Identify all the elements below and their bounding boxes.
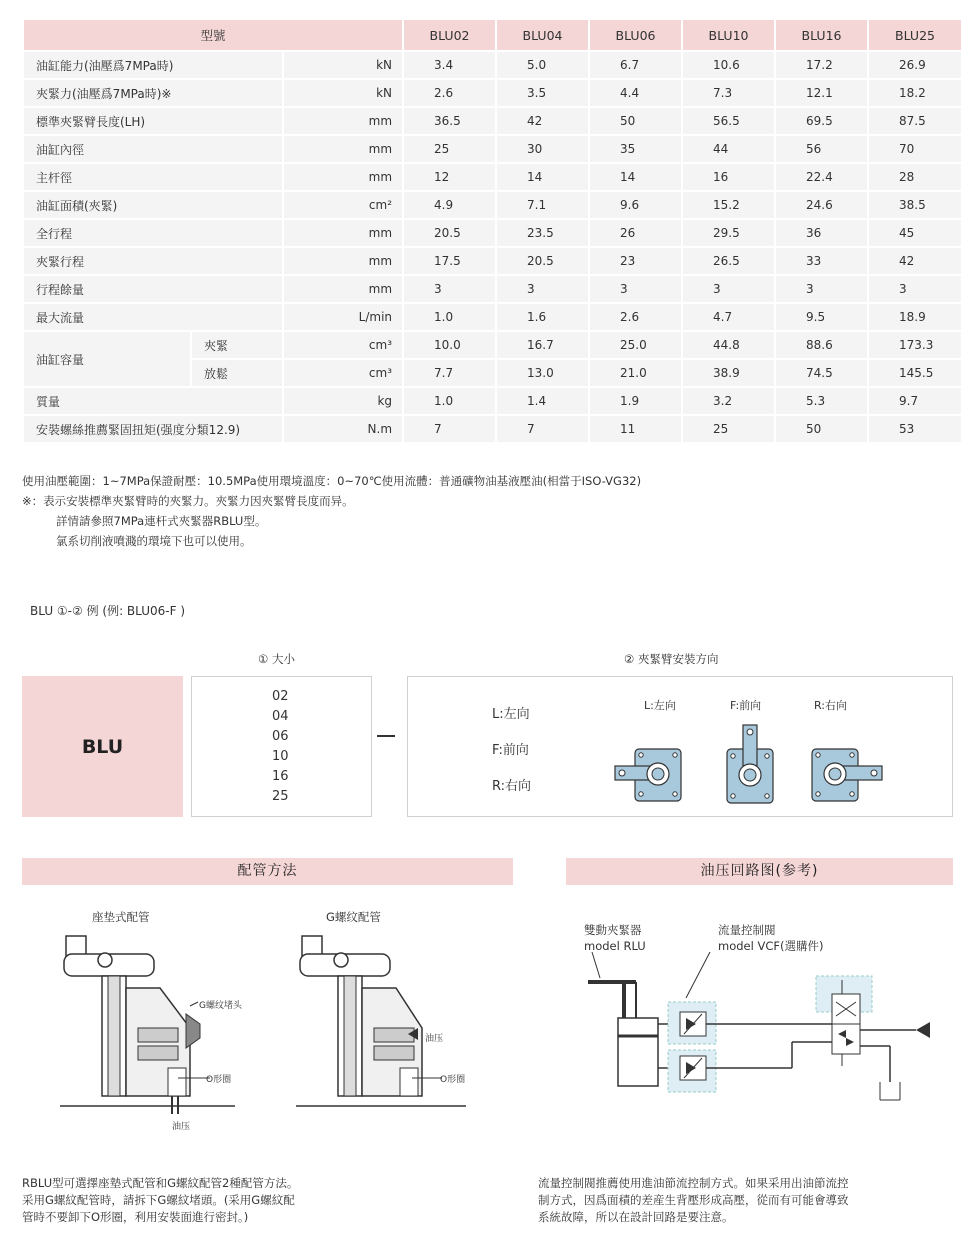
row-value: 3.2: [683, 388, 774, 414]
row-value: 3: [497, 276, 588, 302]
model-prefix-box: [22, 676, 183, 817]
row-unit: cm³: [284, 332, 402, 358]
circuit-description: [538, 1175, 849, 1226]
row-value: 2.6: [590, 304, 681, 330]
table-row: [24, 332, 961, 358]
row-value: 5.0: [497, 52, 588, 78]
row-value: 33: [776, 248, 867, 274]
piping-description-line: 采用G螺紋配管時，請拆下G螺紋堵頭。(采用G螺紋配: [22, 1193, 295, 1207]
table-row: [24, 136, 961, 162]
size-option: 25: [272, 789, 289, 804]
row-label: 安裝螺絲推薦緊固扭矩(强度分類12.9): [24, 416, 282, 442]
size-options-box: [191, 676, 372, 817]
spec-notes: [22, 471, 952, 551]
row-value: 70: [869, 136, 961, 162]
circuit-section-header: [566, 858, 953, 885]
piping-section-header: [22, 858, 513, 885]
oil-pressure-label-left: 油压: [172, 1122, 191, 1132]
piping-description-line: RBLU型可選擇座墊式配管和G螺紋配管2種配管方法。: [22, 1176, 299, 1190]
dir-icon-label: R:右向: [814, 699, 848, 712]
valve-label-line: 流量控制閥: [718, 923, 776, 937]
row-sublabel: 夾緊: [192, 332, 282, 358]
row-value: 28: [869, 164, 961, 190]
row-value: 24.6: [776, 192, 867, 218]
piping-description-line: 管時不要卸下O形圈，利用安裝面進行密封。): [22, 1210, 249, 1224]
row-unit: N.m: [284, 416, 402, 442]
row-value: 45: [869, 220, 961, 246]
row-unit: mm: [284, 248, 402, 274]
row-value: 173.3: [869, 332, 961, 358]
row-value: 18.9: [869, 304, 961, 330]
row-value: 50: [776, 416, 867, 442]
row-value: 35: [590, 136, 681, 162]
row-value: 16.7: [497, 332, 588, 358]
row-value: 42: [869, 248, 961, 274]
row-value: 22.4: [776, 164, 867, 190]
header-model: BLU16: [776, 20, 867, 50]
row-value: 20.5: [404, 220, 495, 246]
table-row: [24, 248, 961, 274]
row-unit: mm: [284, 136, 402, 162]
row-value: 6.7: [590, 52, 681, 78]
code-separator-dash: [377, 735, 395, 737]
row-value: 7.1: [497, 192, 588, 218]
row-value: 17.5: [404, 248, 495, 274]
dir-icon-label: F:前向: [730, 699, 762, 712]
row-value: 1.4: [497, 388, 588, 414]
row-value: 26: [590, 220, 681, 246]
direction-option: F:前向: [492, 743, 529, 758]
row-value: 16: [683, 164, 774, 190]
pad-piping-caption: 座垫式配管: [92, 910, 150, 924]
row-value: 7.3: [683, 80, 774, 106]
row-value: 2.6: [404, 80, 495, 106]
row-unit: cm³: [284, 360, 402, 386]
row-label: 質量: [24, 388, 282, 414]
row-label: 主杆徑: [24, 164, 282, 190]
row-value: 145.5: [869, 360, 961, 386]
row-value: 3.4: [404, 52, 495, 78]
row-unit: mm: [284, 220, 402, 246]
table-row: [24, 164, 961, 190]
row-value: 87.5: [869, 108, 961, 134]
row-unit: kN: [284, 52, 402, 78]
valve-label-line: model VCF(選購件): [718, 939, 824, 953]
row-value: 5.3: [776, 388, 867, 414]
oil-pressure-label-right: 油压: [425, 1034, 444, 1044]
pad-piping-diagram: [60, 928, 240, 1118]
row-value: 56: [776, 136, 867, 162]
row-value: 74.5: [776, 360, 867, 386]
direction-option: L:左向: [492, 707, 530, 722]
row-value: 11: [590, 416, 681, 442]
row-unit: kN: [284, 80, 402, 106]
row-value: 12.1: [776, 80, 867, 106]
row-label: 油缸能力(油壓爲7MPa時): [24, 52, 282, 78]
row-unit: L/min: [284, 304, 402, 330]
table-row: [24, 304, 961, 330]
note-line: 使用油壓範圍：1~7MPa保證耐壓：10.5MPa使用環境溫度：0~70℃使用流體：普通礦物油基液壓油(相當于ISO-VG32): [22, 474, 642, 488]
oring-label-left: O形圈: [206, 1075, 232, 1085]
row-unit: mm: [284, 108, 402, 134]
hydraulic-circuit-diagram: [580, 950, 940, 1110]
row-value: 13.0: [497, 360, 588, 386]
row-value: 25: [404, 136, 495, 162]
row-value: 4.9: [404, 192, 495, 218]
circuit-description-line: 系統故障，所以在設計回路是要注意。: [538, 1210, 734, 1224]
row-value: 29.5: [683, 220, 774, 246]
table-row: [24, 108, 961, 134]
header-model: BLU06: [590, 20, 681, 50]
g-plug-label: G螺纹堵头: [199, 1001, 242, 1011]
row-label: 油缸容量: [24, 332, 190, 386]
row-value: 44.8: [683, 332, 774, 358]
row-value: 9.7: [869, 388, 961, 414]
row-label: 油缸內徑: [24, 136, 282, 162]
size-option: 04: [272, 709, 289, 724]
row-value: 1.9: [590, 388, 681, 414]
model-prefix: BLU: [81, 735, 124, 758]
row-label: 行程餘量: [24, 276, 282, 302]
table-row: [24, 388, 961, 414]
row-value: 25.0: [590, 332, 681, 358]
row-label: 標準夾緊臂長度(LH): [24, 108, 282, 134]
table-row: [24, 80, 961, 106]
row-value: 38.5: [869, 192, 961, 218]
row-value: 10.6: [683, 52, 774, 78]
row-value: 30: [497, 136, 588, 162]
direction-list: [492, 697, 531, 805]
direction-label: ② 夾緊臂安裝方向: [624, 652, 719, 666]
clamp-label-line: 雙動夾緊器: [584, 923, 642, 937]
row-unit: mm: [284, 276, 402, 302]
circuit-description-line: 制方式，因爲面積的差産生背壓形成高壓，從而有可能會導致: [538, 1193, 849, 1207]
size-option: 02: [272, 689, 289, 704]
row-value: 26.5: [683, 248, 774, 274]
row-value: 23: [590, 248, 681, 274]
row-value: 23.5: [497, 220, 588, 246]
header-model: BLU02: [404, 20, 495, 50]
row-value: 56.5: [683, 108, 774, 134]
front-direction-clamp-icon: [720, 723, 780, 809]
row-value: 1.0: [404, 388, 495, 414]
table-header-row: [24, 20, 961, 50]
note-line: 詳情請參照7MPa連杆式夾緊器RBLU型。: [56, 514, 267, 528]
row-value: 3: [683, 276, 774, 302]
clamp-label-line: model RLU: [584, 939, 646, 953]
row-value: 15.2: [683, 192, 774, 218]
row-value: 44: [683, 136, 774, 162]
table-row: [24, 220, 961, 246]
left-direction-clamp-icon: [613, 743, 693, 807]
row-label: 夾緊力(油壓爲7MPa時)※: [24, 80, 282, 106]
g-thread-piping-diagram: [296, 928, 476, 1118]
header-model-label: 型號: [24, 20, 402, 50]
row-value: 69.5: [776, 108, 867, 134]
oring-label-right: O形圈: [440, 1075, 466, 1085]
row-value: 3: [869, 276, 961, 302]
row-value: 38.9: [683, 360, 774, 386]
table-row: [24, 276, 961, 302]
header-model: BLU25: [869, 20, 961, 50]
row-value: 14: [590, 164, 681, 190]
row-value: 53: [869, 416, 961, 442]
model-code-title: BLU ①-② 例 (例: BLU06-F ): [30, 604, 186, 618]
row-unit: mm: [284, 164, 402, 190]
spec-table: [22, 18, 963, 444]
size-option: 06: [272, 729, 289, 744]
direction-option: R:右向: [492, 779, 532, 794]
right-direction-clamp-icon: [806, 743, 886, 807]
size-option: 16: [272, 769, 289, 784]
row-label: 油缸面積(夾緊): [24, 192, 282, 218]
row-value: 3: [776, 276, 867, 302]
row-value: 10.0: [404, 332, 495, 358]
row-value: 4.7: [683, 304, 774, 330]
row-value: 88.6: [776, 332, 867, 358]
note-line: ※：表示安裝標準夾緊臂時的夾緊力。夾緊力因夾緊臂長度而异。: [22, 494, 354, 508]
row-value: 1.6: [497, 304, 588, 330]
row-value: 7.7: [404, 360, 495, 386]
dir-icon-label: L:左向: [644, 699, 676, 712]
size-label: ① 大小: [258, 652, 295, 666]
row-value: 9.5: [776, 304, 867, 330]
table-row: [24, 416, 961, 442]
row-value: 14: [497, 164, 588, 190]
note-line: 氯系切削液噴濺的環境下也可以使用。: [56, 534, 252, 548]
direction-options-box: [407, 676, 953, 817]
row-label: 全行程: [24, 220, 282, 246]
row-value: 21.0: [590, 360, 681, 386]
row-value: 3: [590, 276, 681, 302]
row-value: 4.4: [590, 80, 681, 106]
row-value: 3: [404, 276, 495, 302]
row-value: 36: [776, 220, 867, 246]
row-value: 36.5: [404, 108, 495, 134]
row-value: 17.2: [776, 52, 867, 78]
row-unit: cm²: [284, 192, 402, 218]
header-model: BLU10: [683, 20, 774, 50]
row-value: 1.0: [404, 304, 495, 330]
row-value: 18.2: [869, 80, 961, 106]
size-option: 10: [272, 749, 289, 764]
circuit-description-line: 流量控制閥推薦使用進油節流控制方式。如果采用出油節流控: [538, 1176, 849, 1190]
piping-title: 配管方法: [237, 863, 298, 879]
circuit-title: 油压回路图(参考): [700, 863, 819, 879]
row-value: 9.6: [590, 192, 681, 218]
row-value: 7: [404, 416, 495, 442]
g-thread-piping-caption: G螺纹配管: [326, 910, 381, 924]
row-value: 20.5: [497, 248, 588, 274]
row-label: 夾緊行程: [24, 248, 282, 274]
row-unit: kg: [284, 388, 402, 414]
row-value: 50: [590, 108, 681, 134]
row-value: 12: [404, 164, 495, 190]
row-value: 25: [683, 416, 774, 442]
row-value: 26.9: [869, 52, 961, 78]
row-value: 3.5: [497, 80, 588, 106]
row-sublabel: 放鬆: [192, 360, 282, 386]
row-label: 最大流量: [24, 304, 282, 330]
row-value: 42: [497, 108, 588, 134]
piping-description: [22, 1175, 298, 1226]
row-value: 7: [497, 416, 588, 442]
table-row: [24, 192, 961, 218]
header-model: BLU04: [497, 20, 588, 50]
table-row: [24, 52, 961, 78]
